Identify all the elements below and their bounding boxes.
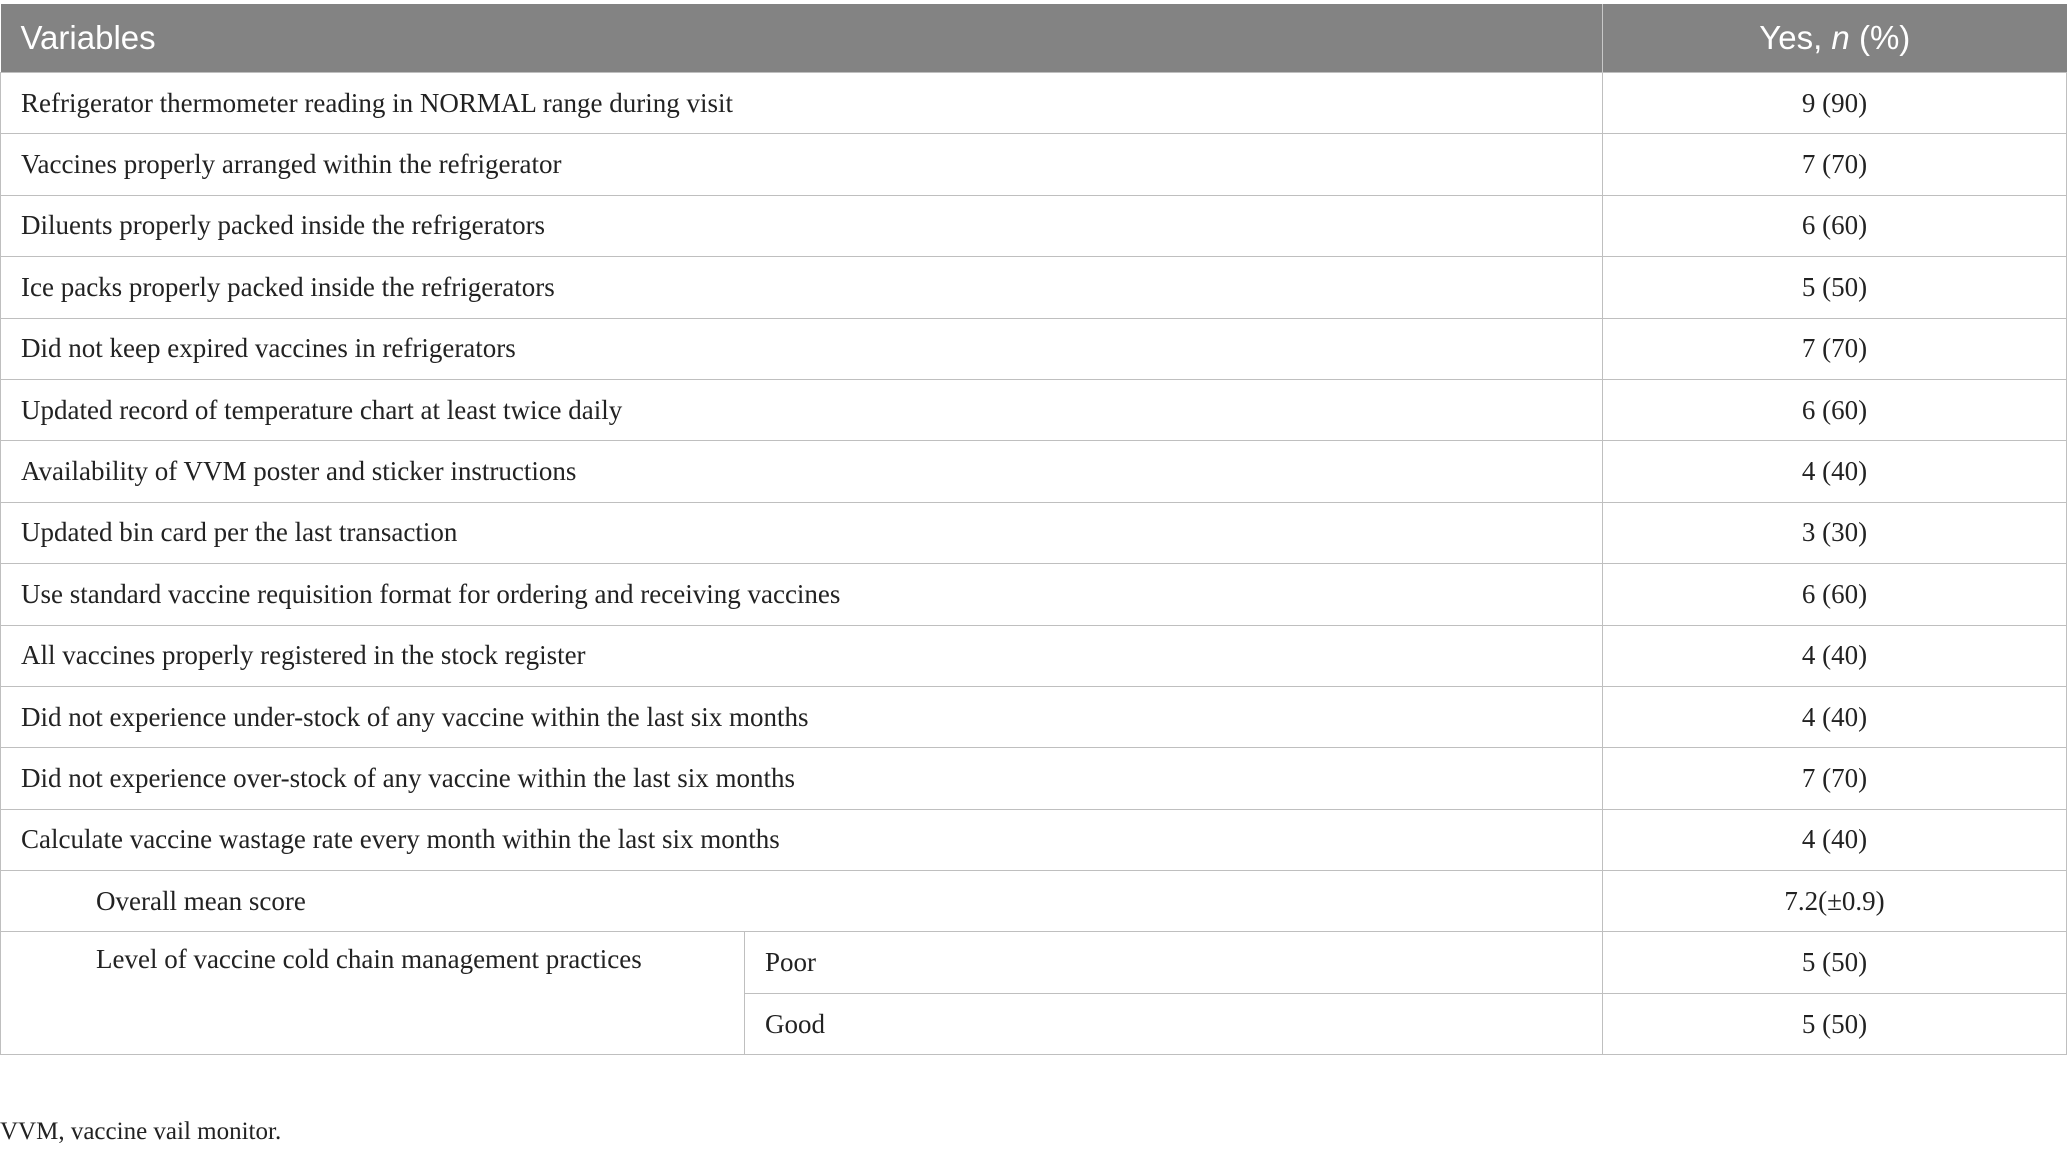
table-header-row — [1, 4, 2067, 73]
level-poor-value: 5 (50) — [1603, 932, 2067, 993]
table-row — [1, 318, 2067, 379]
row-value: 6 (60) — [1603, 195, 2067, 256]
row-value: 4 (40) — [1603, 441, 2067, 502]
header-yes-prefix: Yes, — [1759, 19, 1832, 56]
row-value: 5 (50) — [1603, 257, 2067, 318]
row-label: Ice packs properly packed inside the refrigerators — [1, 257, 1603, 318]
row-value: 7 (70) — [1603, 318, 2067, 379]
overall-mean-row — [1, 871, 2067, 932]
table-footnote: VVM, vaccine vail monitor. — [0, 1118, 282, 1145]
header-yes-suffix: (%) — [1849, 19, 1911, 56]
level-label: Level of vaccine cold chain management practices — [1, 932, 745, 1055]
table-row — [1, 257, 2067, 318]
level-good-label: Good — [745, 993, 1603, 1054]
overall-mean-label: Overall mean score — [1, 871, 1603, 932]
level-poor-label: Poor — [745, 932, 1603, 993]
table-row — [1, 73, 2067, 134]
row-value: 4 (40) — [1603, 686, 2067, 747]
row-label: Did not keep expired vaccines in refrigerators — [1, 318, 1603, 379]
row-value: 9 (90) — [1603, 73, 2067, 134]
row-label: Refrigerator thermometer reading in NORMAL range during visit — [1, 73, 1603, 134]
row-label: Updated bin card per the last transaction — [1, 502, 1603, 563]
table-row — [1, 748, 2067, 809]
row-label: All vaccines properly registered in the stock register — [1, 625, 1603, 686]
row-label: Did not experience under-stock of any vaccine within the last six months — [1, 686, 1603, 747]
table-row — [1, 195, 2067, 256]
row-value: 7 (70) — [1603, 134, 2067, 195]
table-row — [1, 625, 2067, 686]
row-value: 4 (40) — [1603, 625, 2067, 686]
overall-mean-value: 7.2(±0.9) — [1603, 871, 2067, 932]
row-label: Updated record of temperature chart at least twice daily — [1, 379, 1603, 440]
row-label: Diluents properly packed inside the refrigerators — [1, 195, 1603, 256]
header-yes-n: n — [1831, 19, 1850, 56]
level-good-value: 5 (50) — [1603, 993, 2067, 1054]
table-row — [1, 809, 2067, 870]
table-row — [1, 379, 2067, 440]
table-row — [1, 502, 2067, 563]
table-row — [1, 441, 2067, 502]
row-value: 3 (30) — [1603, 502, 2067, 563]
row-value: 6 (60) — [1603, 564, 2067, 625]
table-row — [1, 686, 2067, 747]
row-label: Did not experience over-stock of any vaccine within the last six months — [1, 748, 1603, 809]
row-value: 6 (60) — [1603, 379, 2067, 440]
row-value: 7 (70) — [1603, 748, 2067, 809]
header-yes-n-percent — [1603, 4, 2067, 73]
row-label: Calculate vaccine wastage rate every month within the last six months — [1, 809, 1603, 870]
cold-chain-practices-table — [0, 4, 2067, 1055]
table-row — [1, 564, 2067, 625]
row-label: Availability of VVM poster and sticker instructions — [1, 441, 1603, 502]
row-label: Vaccines properly arranged within the refrigerator — [1, 134, 1603, 195]
row-label: Use standard vaccine requisition format for ordering and receiving vaccines — [1, 564, 1603, 625]
table-container — [0, 4, 2067, 1055]
level-poor-row — [1, 932, 2067, 993]
header-variables: Variables — [1, 4, 1603, 73]
table-row — [1, 134, 2067, 195]
row-value: 4 (40) — [1603, 809, 2067, 870]
